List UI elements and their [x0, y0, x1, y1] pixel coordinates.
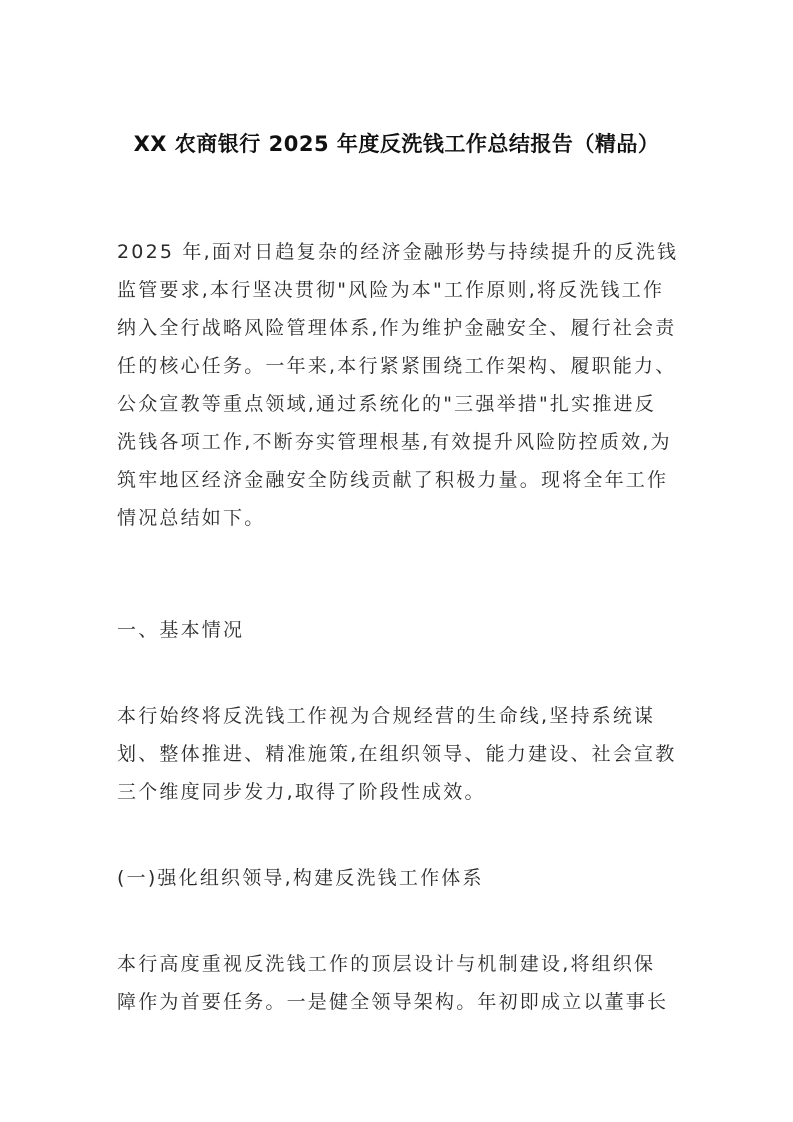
section1-line-1: 本行始终将反洗钱工作视为合规经营的生命线,坚持系统谋 [117, 705, 656, 727]
subsection-heading-organization: (一)强化组织领导,构建反洗钱工作体系 [117, 867, 484, 889]
subsection1-line-2: 障作为首要任务。一是健全领导架构。年初即成立以董事长 [117, 991, 669, 1013]
section1-line-2: 划、整体推进、精准施策,在组织领导、能力建设、社会宣教 [117, 743, 677, 765]
section1-line-3: 三个维度同步发力,取得了阶段性成效。 [117, 781, 486, 803]
intro-line-8: 情况总结如下。 [117, 507, 266, 529]
document-title: XX 农商银行 2025 年度反洗钱工作总结报告（精品） [133, 132, 660, 156]
intro-line-4: 任的核心任务。一年来,本行紧紧围绕工作架构、履职能力、 [117, 355, 677, 377]
intro-line-6: 洗钱各项工作,不断夯实管理根基,有效提升风险防控质效,为 [117, 431, 672, 453]
intro-line-1: 2025 年,面对日趋复杂的经济金融形势与持续提升的反洗钱 [117, 241, 679, 263]
intro-line-3: 纳入全行战略风险管理体系,作为维护金融安全、履行社会责 [117, 317, 677, 339]
intro-line-5: 公众宣教等重点领域,通过系统化的"三强举措"扎实推进反 [117, 393, 656, 415]
section-heading-basic-situation: 一、基本情况 [117, 619, 245, 641]
intro-line-7: 筑牢地区经济金融安全防线贡献了积极力量。现将全年工作 [117, 469, 669, 491]
subsection1-line-1: 本行高度重视反洗钱工作的顶层设计与机制建设,将组织保 [117, 953, 656, 975]
intro-line-2: 监管要求,本行坚决贯彻"风险为本"工作原则,将反洗钱工作 [117, 279, 665, 301]
